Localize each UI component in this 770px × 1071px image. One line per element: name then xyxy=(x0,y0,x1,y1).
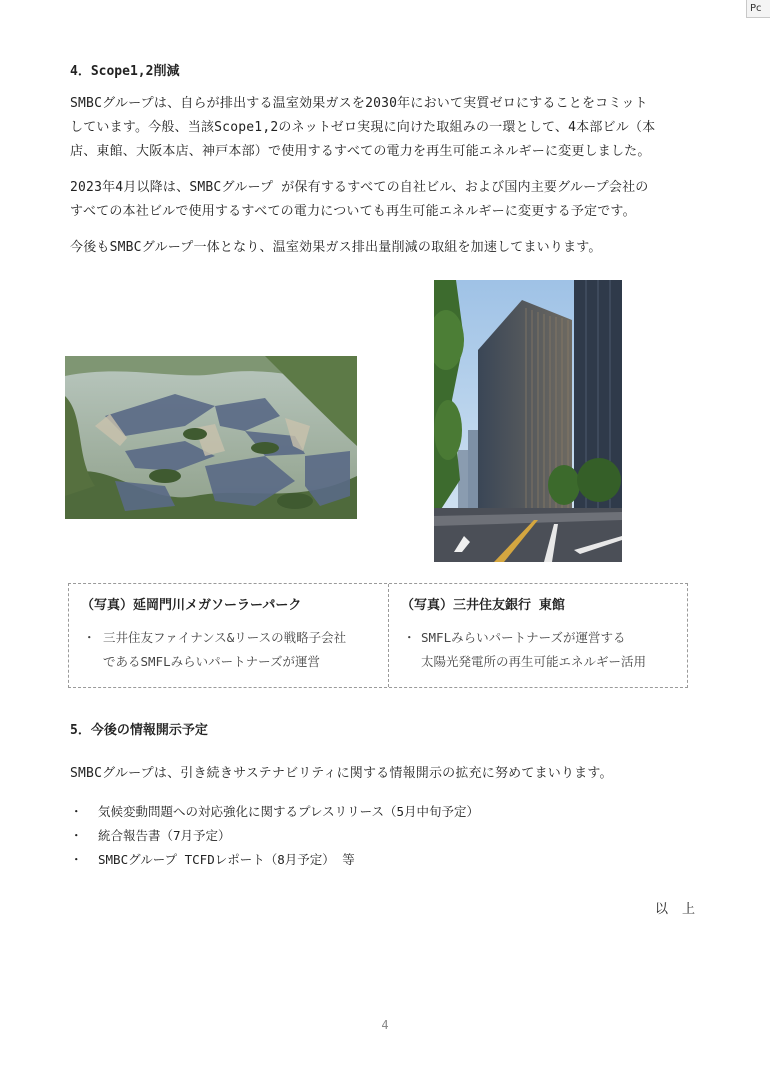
left-caption-line: 三井住友ファイナンス&リースの戦略子会社 xyxy=(103,630,347,645)
section4-paragraph-3: 今後もSMBCグループ一体となり、温室効果ガス排出量削減の取組を加速してまいります。 xyxy=(70,240,602,255)
photo-captions xyxy=(68,583,688,688)
left-caption-title: （写真）延岡門川メガソーラーパーク xyxy=(81,598,302,613)
bullet-mark: ・ xyxy=(70,852,83,867)
list-item-text: 統合報告書（7月予定） xyxy=(98,828,231,843)
paragraph-line: SMBCグループは、自らが排出する温室効果ガスを2030年において実質ゼロにすることをコミット xyxy=(70,96,648,111)
closing-mark: 以上 xyxy=(655,902,710,917)
right-caption-line: 太陽光発電所の再生可能エネルギー活用 xyxy=(421,654,647,669)
right-caption-line: SMFLみらいパートナーズが運営する xyxy=(421,630,626,645)
section5-intro: SMBCグループは、引き続きサステナビリティに関する情報開示の拡充に努めてまいります。 xyxy=(70,766,613,781)
list-item-text: 気候変動問題への対応強化に関するプレスリリース（5月中旬予定） xyxy=(98,804,480,819)
right-caption-bullet: ・ xyxy=(403,630,416,645)
corner-tab: Pc xyxy=(746,0,770,18)
left-caption-bullet: ・ xyxy=(83,630,96,645)
bullet-mark: ・ xyxy=(70,804,83,819)
caption-divider xyxy=(388,584,389,687)
paragraph-line: すべての本社ビルで使用するすべての電力についても再生可能エネルギーに変更する予定です。 xyxy=(70,204,636,219)
bullet-mark: ・ xyxy=(70,828,83,843)
section4-paragraph-1 xyxy=(70,92,720,164)
paragraph-line: 2023年4月以降は、SMBCグループ が保有するすべての自社ビル、および国内主要グループ会社の xyxy=(70,180,649,195)
paragraph-line: 店、東館、大阪本店、神戸本部）で使用するすべての電力を再生可能エネルギーに変更しました。 xyxy=(70,144,651,159)
solar-park-photo xyxy=(65,356,357,519)
east-building-photo xyxy=(434,280,622,562)
right-caption-title: （写真）三井住友銀行 東館 xyxy=(401,598,565,613)
section4-heading: 4．Scope1,2削減 xyxy=(70,64,180,79)
section4-paragraph-2 xyxy=(70,176,720,224)
section5-heading: 5．今後の情報開示予定 xyxy=(70,723,208,738)
left-caption-line: であるSMFLみらいパートナーズが運営 xyxy=(103,654,320,669)
list-item-text: SMBCグループ TCFDレポート（8月予定） 等 xyxy=(98,852,355,867)
paragraph-line: しています。今般、当該Scope1,2のネットゼロ実現に向けた取組みの一環として、4本部ビル（本 xyxy=(70,120,656,135)
page-number: 4 xyxy=(381,1018,389,1032)
